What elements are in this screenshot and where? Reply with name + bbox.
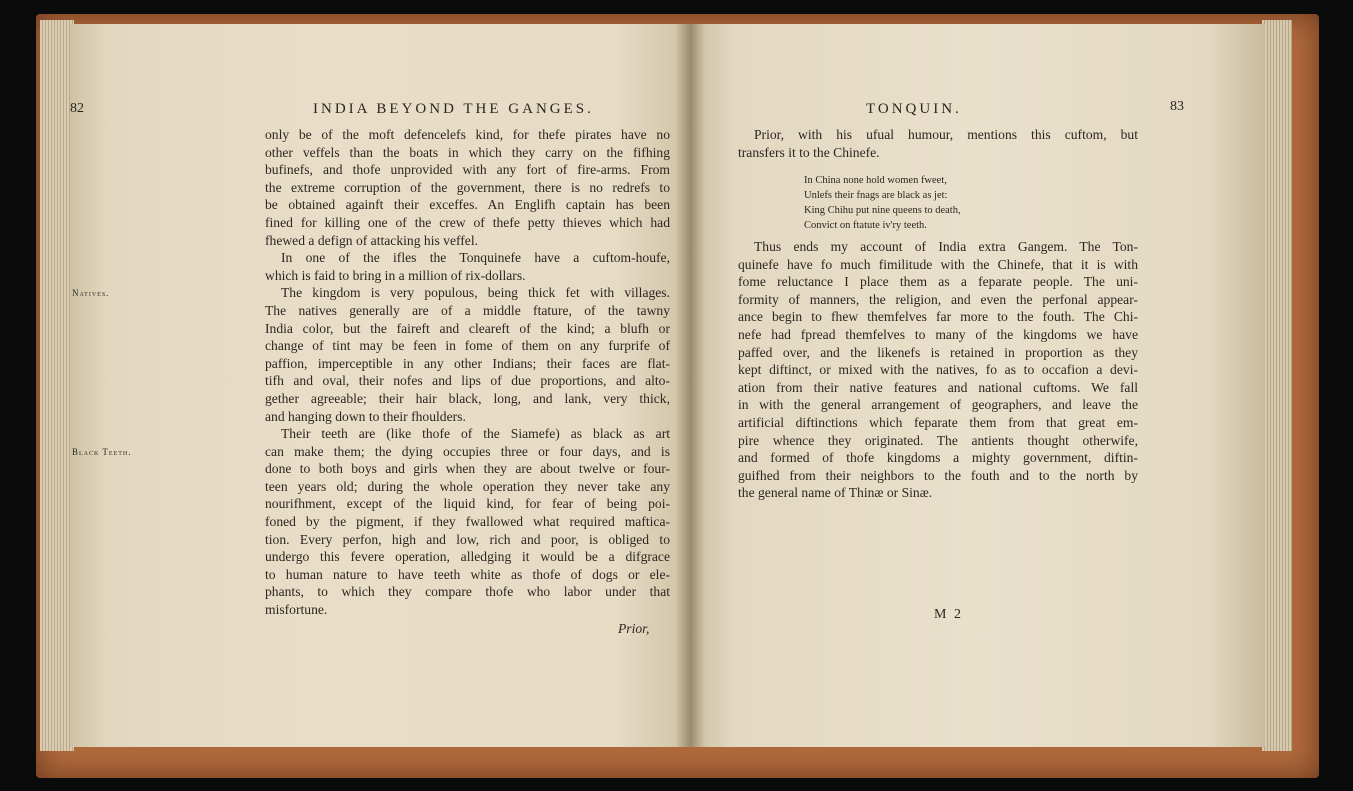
text-line: tifh and oval, their nofes and lips of due proportions, and alto- (265, 373, 670, 389)
text-line: fome reluctance I place them as a feparate people. The uni- (738, 274, 1138, 290)
text-line: ance begin to fhew themfelves far more to the fouth. The Chi- (738, 309, 1138, 325)
running-head-right: TONQUIN. (866, 101, 962, 117)
page-number-left: 82 (70, 101, 84, 116)
text-line: ation from their native features and national cuftoms. We fall (738, 379, 1138, 395)
verse-quote (804, 173, 961, 233)
text-line: teen years old; during the whole operation they never take any (265, 478, 670, 494)
text-line: misfortune. (265, 602, 328, 618)
text-line: bufinefs, and thofe unprovided with any fort of fire-arms. From (265, 162, 670, 178)
text-line: the general name of Thinæ or Sinæ. (738, 485, 933, 501)
text-line: in with the general arrangement of geographers, and leave the (738, 397, 1138, 413)
verse-line: Convict on ftatute iv'ry teeth. (804, 220, 927, 231)
signature-mark: M 2 (934, 607, 963, 622)
text-line: guifhed from their neighbors to the fouth and to the north by (738, 467, 1138, 483)
text-line: kept diftinct, or mixed with the natives, fo as to occafion a devi- (738, 362, 1138, 378)
text-line: nefe had fpread themfelves to many of the kingdoms we have (738, 326, 1138, 342)
text-line: and formed of thofe kingdoms a mighty government, diftin- (738, 450, 1138, 466)
right-intro-text (738, 126, 1138, 161)
verse-line: King Chihu put nine queens to death, (804, 205, 961, 216)
text-line: The natives generally are of a middle ftature, of the tawny (265, 302, 670, 318)
left-page (70, 24, 690, 747)
text-line: and hanging down to their fhoulders. (265, 408, 466, 424)
running-head-left: INDIA BEYOND THE GANGES. (313, 101, 594, 117)
text-line: change of tint may be feen in fome of them on any furprife of (265, 338, 670, 354)
right-page-edges (1262, 20, 1292, 751)
text-line: pire whence they originated. The antients thought otherwife, (738, 432, 1138, 448)
catchword: Prior, (618, 621, 650, 636)
text-line: Their teeth are (like thofe of the Siamefe) as black as art (281, 426, 670, 442)
right-page (690, 24, 1265, 747)
text-line: In one of the ifles the Tonquinefe have a cuftom-houfe, (281, 250, 670, 266)
verse-line: In China none hold women fweet, (804, 175, 947, 186)
left-page-edges (40, 20, 74, 751)
text-line: quinefe have fo much fimilitude with the Chinefe, that it is with (738, 256, 1138, 272)
text-line: be obtained againft their exceffes. An Englifh captain has been (265, 197, 670, 213)
text-line: Prior, with his ufual humour, mentions this cuftom, but (754, 127, 1138, 142)
page-number-right: 83 (1170, 99, 1184, 114)
text-line: the extreme corruption of the government, there is no redrefs to (265, 179, 670, 195)
text-line: Thus ends my account of India extra Gangem. The Ton- (754, 239, 1138, 254)
text-line: other veffels than the boats in which they carry on the fifhing (265, 144, 670, 160)
right-body-text (738, 238, 1138, 502)
text-line: paffion, imperceptible in any other Indians; their faces are flat- (265, 355, 670, 371)
text-line: paffed over, and the likenefs is retained in proportion as they (738, 344, 1138, 360)
text-line: undergo this fevere operation, alledging it would be a difgrace (265, 549, 670, 565)
text-line: can make them; the dying occupies three or four days, and is (265, 443, 670, 459)
book-gutter (675, 24, 705, 747)
text-line: only be of the moft defencelefs kind, for thefe pirates have no (265, 127, 670, 142)
left-body-text (265, 126, 670, 619)
text-line: tion. Every perfon, high and low, rich and poor, is obliged to (265, 531, 670, 547)
margin-note-black-teeth: Black Teeth. (72, 447, 132, 457)
text-line: transfers it to the Chinefe. (738, 144, 880, 160)
text-line: phants, to which they compare thofe who labor under that (265, 584, 670, 600)
text-line: which is faid to bring in a million of rix-dollars. (265, 267, 526, 283)
text-line: artificial diftinctions which feparate them from that great em- (738, 414, 1138, 430)
text-line: India color, but the faireft and cleareft of the kind; a blufh or (265, 320, 670, 336)
text-line: fined for killing one of the crew of thefe petty thieves which had (265, 214, 670, 230)
margin-note-natives: Natives. (72, 288, 110, 298)
text-line: The kingdom is very populous, being thick fet with villages. (281, 285, 670, 301)
text-line: foned by the pigment, if they fwallowed what required maftica- (265, 514, 670, 530)
text-line: gether agreeable; their hair black, long, and lank, very thick, (265, 390, 670, 406)
text-line: nourifhment, except of the liquid kind, for fear of being poi- (265, 496, 670, 512)
text-line: done to both boys and girls when they are about twelve or four- (265, 461, 670, 477)
text-line: fhewed a defign of attacking his veffel. (265, 232, 479, 248)
text-line: to human nature to have teeth white as thofe of dogs or ele- (265, 566, 670, 582)
text-line: formity of manners, the religion, and even the perfonal appear- (738, 291, 1138, 307)
verse-line: Unlefs their fnags are black as jet: (804, 190, 948, 201)
